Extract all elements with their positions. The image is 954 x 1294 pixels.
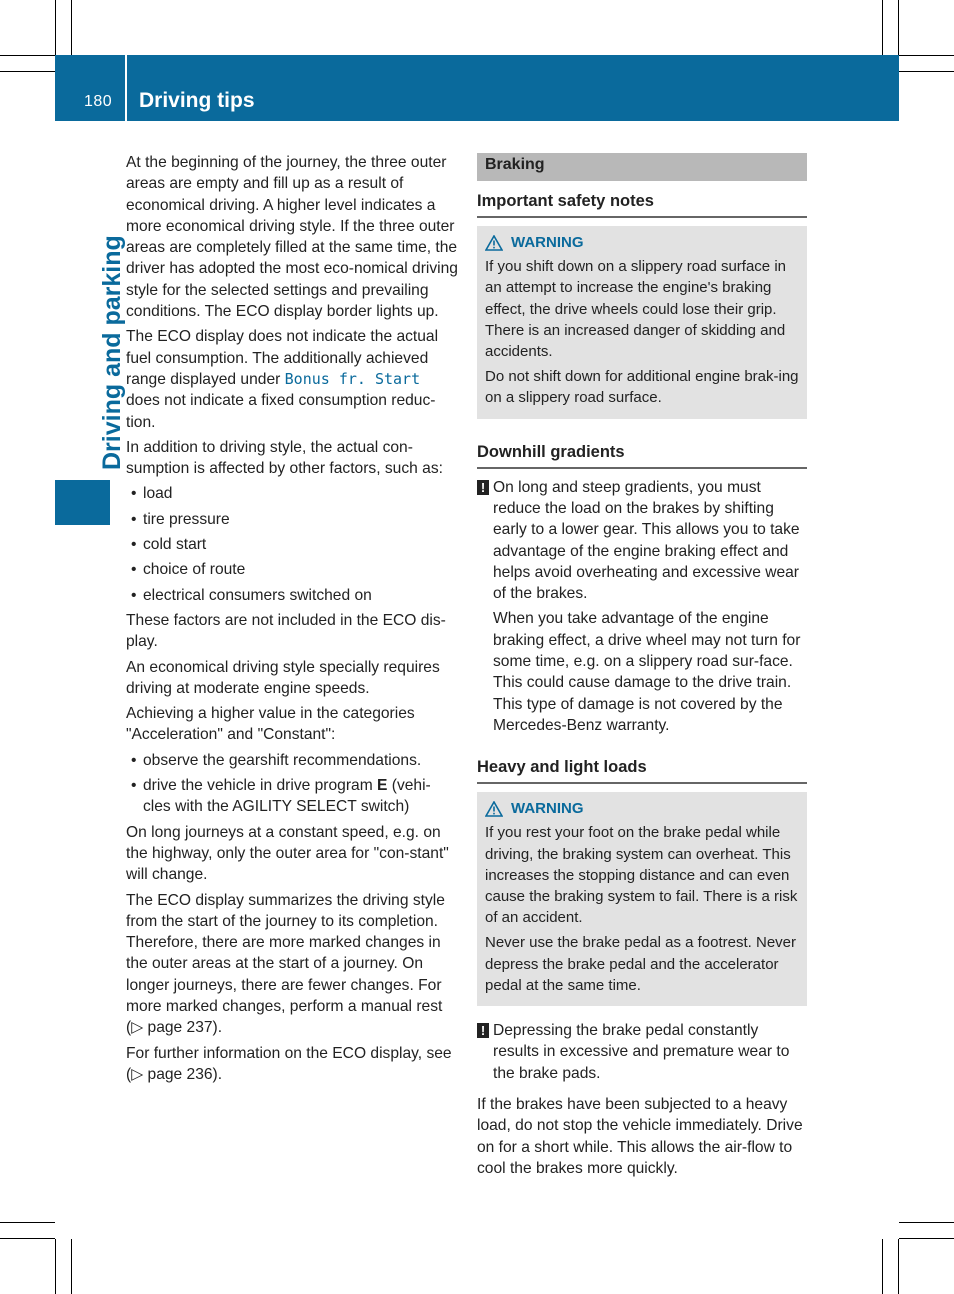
paragraph: The ECO display summarizes the driving style from the start of the journey to its completion. Therefore, there are more marked changes in the outer areas at the start of a journey. On longer journeys, there are fewer changes. For more marked changes, perform a manual rest (▷ page 237). xyxy=(126,891,445,1037)
list-item-text: drive the vehicle in drive program xyxy=(143,777,378,795)
paragraph: These factors are not included in the ECO dis-play. xyxy=(126,611,446,651)
chapter-tab-marker xyxy=(55,480,110,525)
paragraph: For further information on the ECO display, see (▷ page 236). xyxy=(126,1044,452,1083)
left-column xyxy=(126,152,458,1089)
crop-mark xyxy=(899,1238,954,1239)
bullet-icon: • xyxy=(131,586,137,604)
list-item xyxy=(126,775,458,818)
paragraph-text: The ECO display does not indicate the actual fuel consumption. The additionally achieved range displayed under xyxy=(126,328,439,388)
list-item-text: tire pressure xyxy=(143,510,230,528)
drive-program-letter: E xyxy=(377,777,388,795)
crop-mark xyxy=(882,0,883,55)
bullet-icon: • xyxy=(131,777,137,795)
crop-mark xyxy=(0,71,55,72)
list-item-text: observe the gearshift recommendations. xyxy=(143,751,422,769)
subsection-heading: Heavy and light loads xyxy=(477,756,807,784)
crop-mark xyxy=(898,1239,899,1294)
paragraph: Achieving a higher value in the categories "Acceleration" and "Constant": xyxy=(126,705,415,744)
header-divider xyxy=(125,55,127,121)
crop-mark xyxy=(71,0,72,55)
crop-mark xyxy=(0,1238,55,1239)
crop-mark xyxy=(0,55,55,56)
list-item xyxy=(126,559,458,580)
list-item xyxy=(126,750,458,771)
display-text-code: Bonus fr. Start xyxy=(284,369,421,388)
paragraph: An economical driving style specially requires driving at moderate engine speeds. xyxy=(126,658,440,697)
note-block xyxy=(477,477,807,737)
warning-box xyxy=(477,792,807,1006)
bullet-icon: • xyxy=(131,485,137,503)
crop-mark xyxy=(0,1222,55,1223)
chapter-label: Driving and parking xyxy=(98,235,126,470)
paragraph-text: does not indicate a fixed consumption reduc-tion. xyxy=(126,392,436,431)
list-item xyxy=(126,509,458,530)
section-heading: Braking xyxy=(477,153,807,181)
warning-text: If you rest your foot on the brake pedal while driving, the braking system can overheat. This increases the stopping distance and can even cause the braking system to fail. There is a risk of an accident. xyxy=(485,824,798,927)
paragraph: In addition to driving style, the actual con-sumption is affected by other factors, such as: xyxy=(126,438,443,478)
list-item-text: cold start xyxy=(143,536,207,554)
page-number: 180 xyxy=(84,93,113,110)
list-item xyxy=(126,585,458,606)
crop-mark xyxy=(71,1239,72,1294)
crop-mark xyxy=(55,1239,56,1294)
bullet-icon: • xyxy=(131,510,137,528)
note-block xyxy=(477,1020,807,1084)
warning-label: WARNING xyxy=(511,234,584,251)
exclamation-icon: ! xyxy=(477,1023,489,1038)
paragraph: On long journeys at a constant speed, e.g. on the highway, only the outer area for "con-stant" will change. xyxy=(126,823,449,884)
crop-mark xyxy=(899,1222,954,1223)
warning-text: Do not shift down for additional engine brak-ing on a slippery road surface. xyxy=(485,368,799,407)
list-item-text: choice of route xyxy=(143,561,246,579)
paragraph: When you take advantage of the engine braking effect, a drive wheel may not turn for some time, e.g. on a slippery road sur-face. This could cause damage to the drive train. This type of damage is not covered by the Mercedes-Benz warranty. xyxy=(493,610,801,734)
warning-triangle-icon xyxy=(485,235,503,251)
factor-list xyxy=(126,483,458,605)
bullet-icon: • xyxy=(131,561,137,579)
crop-mark xyxy=(899,71,954,72)
bullet-icon: • xyxy=(131,751,137,769)
warning-text: If you shift down on a slippery road surface in an attempt to increase the engine's braking effect, the drive wheels could lose their grip. There is an increased danger of skidding and accidents. xyxy=(485,258,786,361)
warning-label: WARNING xyxy=(511,800,584,818)
warning-title xyxy=(485,232,799,253)
crop-mark xyxy=(899,55,954,56)
warning-triangle-icon xyxy=(485,801,503,817)
paragraph: At the beginning of the journey, the three outer areas are empty and fill up as a result of economical driving. A higher level indicates a more economical driving style. If the three outer areas are completely filled at the same time, the driver has adopted the most eco-nomical driving style for the selected settings and prevailing conditions. The ECO display border lights up. xyxy=(126,154,458,321)
list-item xyxy=(126,534,458,555)
subsection-heading: Important safety notes xyxy=(477,190,807,218)
list-item-text: load xyxy=(143,485,173,503)
paragraph: If the brakes have been subjected to a heavy load, do not stop the vehicle immediately. Drive on for a short while. This allows the air-flow to cool the brakes more quickly. xyxy=(477,1095,803,1177)
page-title: Driving tips xyxy=(139,89,255,112)
list-item-text: electrical consumers switched on xyxy=(143,586,372,604)
warning-title xyxy=(485,798,799,819)
crop-mark xyxy=(898,0,899,55)
bullet-icon: • xyxy=(131,536,137,554)
right-column xyxy=(477,153,807,1183)
list-item xyxy=(126,483,458,504)
exclamation-icon: ! xyxy=(477,480,489,495)
note-text: On long and steep gradients, you must reduce the load on the brakes by shifting early to a lower gear. This allows you to take advantage of the engine braking effect and helps avoid overheating and excessive wear of the brakes. xyxy=(493,478,800,603)
list-item-text: (vehi-cles with the AGILITY SELECT switch) xyxy=(143,777,431,816)
warning-box xyxy=(477,226,807,419)
subsection-heading: Downhill gradients xyxy=(477,441,807,469)
note-text: Depressing the brake pedal constantly results in excessive and premature wear to the brake pads. xyxy=(493,1022,790,1082)
tip-list xyxy=(126,750,458,818)
crop-mark xyxy=(55,0,56,55)
warning-text: Never use the brake pedal as a footrest. Never depress the brake pedal and the accelerator pedal at the same time. xyxy=(485,934,797,994)
paragraph xyxy=(126,326,458,432)
crop-mark xyxy=(882,1239,883,1294)
